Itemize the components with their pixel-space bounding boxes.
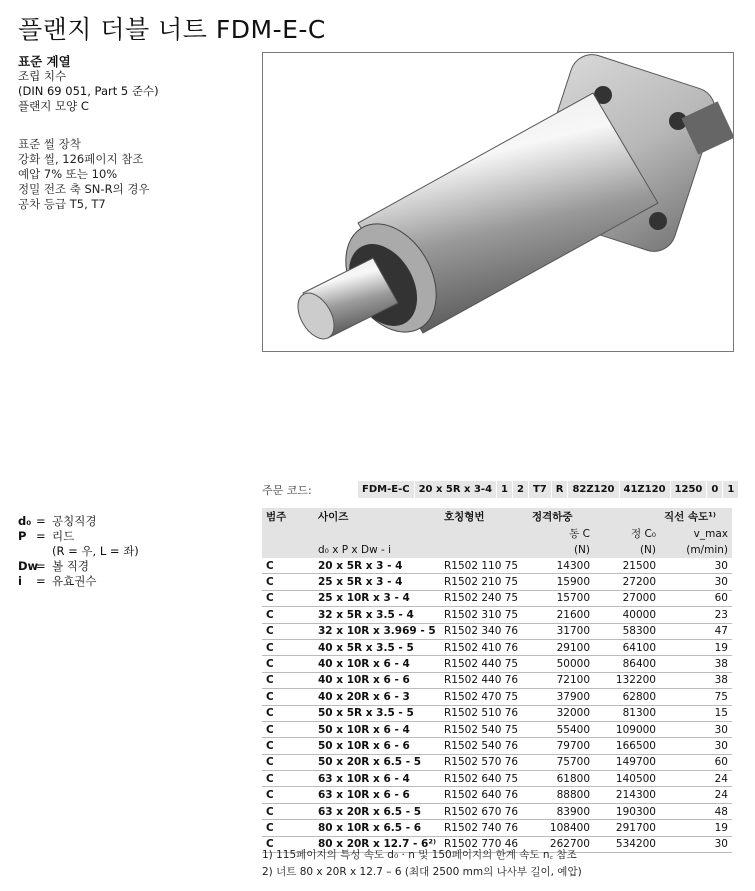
table-cell: 38 [660, 656, 732, 672]
table-row [262, 738, 732, 754]
table-cell: R1502 770 46 [440, 836, 528, 852]
table-cell: R1502 470 75 [440, 689, 528, 705]
col-header [594, 508, 660, 525]
order-code-part: 2 [513, 481, 529, 498]
table-cell: 21600 [528, 607, 594, 623]
legend-row: i = 유효권수 [18, 574, 97, 588]
table-cell: 19 [660, 639, 732, 655]
table-cell: C [262, 590, 314, 606]
col-header: 직선 속도¹⁾ [660, 508, 732, 525]
legend-row: d₀ = 공칭직경 [18, 514, 97, 528]
order-code-cells [358, 481, 739, 498]
order-code-part: R [552, 481, 569, 498]
table-cell: 24 [660, 787, 732, 803]
table-cell: 15900 [528, 574, 594, 590]
table-cell: 58300 [594, 623, 660, 639]
table-cell: 37900 [528, 689, 594, 705]
col-header: 정격하중 [528, 508, 594, 525]
sub-header: 정 C₀ [594, 525, 660, 542]
table-cell: 63 x 10R x 6 - 6 [314, 787, 440, 803]
table-cell: C [262, 738, 314, 754]
table-cell: C [262, 771, 314, 787]
table-cell: 30 [660, 574, 732, 590]
table-cell: C [262, 754, 314, 770]
table-cell: R1502 440 75 [440, 656, 528, 672]
table-cell: R1502 570 76 [440, 754, 528, 770]
table-cell: 88800 [528, 787, 594, 803]
sub-header: (m/min) [660, 542, 732, 558]
table-cell: C [262, 574, 314, 590]
feature-item: 정밀 전조 축 SN-R의 경우 [18, 182, 150, 196]
table-cell: 80 x 10R x 6.5 - 6 [314, 820, 440, 836]
order-code-part: 1 [497, 481, 513, 498]
table-cell: 25 x 10R x 3 - 4 [314, 590, 440, 606]
table-cell: R1502 110 75 [440, 558, 528, 574]
table-row [262, 705, 732, 721]
series-line: (DIN 69 051, Part 5 준수) [18, 84, 159, 98]
col-header: 사이즈 [314, 508, 440, 525]
table-cell: 75700 [528, 754, 594, 770]
sub-header: (N) [594, 542, 660, 558]
table-cell: R1502 410 76 [440, 639, 528, 655]
table-row [262, 558, 732, 574]
table-cell: 40 x 20R x 6 - 3 [314, 689, 440, 705]
table-cell: 83900 [528, 803, 594, 819]
table-cell: 109000 [594, 721, 660, 737]
table-cell: 32 x 10R x 3.969 - 5 [314, 623, 440, 639]
table-row [262, 574, 732, 590]
page-title: 플랜지 더블 너트 FDM-E-C [18, 15, 326, 44]
table-cell: C [262, 656, 314, 672]
table-cell: 166500 [594, 738, 660, 754]
table-cell: 27000 [594, 590, 660, 606]
table-row [262, 607, 732, 623]
table-cell: C [262, 820, 314, 836]
table-cell: C [262, 705, 314, 721]
table-cell: 48 [660, 803, 732, 819]
table-cell: 61800 [528, 771, 594, 787]
order-code-part: 1250 [671, 481, 708, 498]
table-cell: 50 x 10R x 6 - 4 [314, 721, 440, 737]
legend-row: (R = 우, L = 좌) [52, 544, 139, 558]
spec-table [262, 508, 732, 853]
table-cell: 262700 [528, 836, 594, 852]
table-cell: C [262, 836, 314, 852]
sub-header: v_max [660, 525, 732, 542]
table-cell: 25 x 5R x 3 - 4 [314, 574, 440, 590]
table-cell: 24 [660, 771, 732, 787]
table-cell: R1502 540 76 [440, 738, 528, 754]
table-cell: 291700 [594, 820, 660, 836]
feature-item: 공차 등급 T5, T7 [18, 197, 106, 211]
order-code-part: T7 [529, 481, 552, 498]
order-code-label: 주문 코드: [262, 483, 312, 497]
table-cell: 132200 [594, 672, 660, 688]
table-cell: 15 [660, 705, 732, 721]
table-cell: 72100 [528, 672, 594, 688]
table-cell: 40 x 10R x 6 - 4 [314, 656, 440, 672]
table-cell: R1502 640 75 [440, 771, 528, 787]
table-row [262, 803, 732, 819]
table-cell: 23 [660, 607, 732, 623]
ball-screw-nut-illustration [263, 53, 733, 351]
table-cell: R1502 210 75 [440, 574, 528, 590]
table-cell: 19 [660, 820, 732, 836]
table-cell: 40 x 5R x 3.5 - 5 [314, 639, 440, 655]
table-cell: 149700 [594, 754, 660, 770]
legend-row: Dw = 볼 직경 [18, 559, 89, 573]
table-cell: 140500 [594, 771, 660, 787]
table-cell: 27200 [594, 574, 660, 590]
table-cell: R1502 640 76 [440, 787, 528, 803]
table-row [262, 787, 732, 803]
order-code-part: 82Z120 [568, 481, 619, 498]
table-cell: 55400 [528, 721, 594, 737]
order-code [262, 481, 739, 498]
table-cell: C [262, 672, 314, 688]
order-code-part: 0 [707, 481, 723, 498]
table-cell: 60 [660, 754, 732, 770]
table-cell: R1502 240 75 [440, 590, 528, 606]
table-cell: 75 [660, 689, 732, 705]
table-cell: R1502 740 76 [440, 820, 528, 836]
table-row [262, 623, 732, 639]
table-row [262, 721, 732, 737]
legend-row: P = 리드 [18, 529, 75, 543]
order-code-part: 1 [723, 481, 739, 498]
table-row [262, 820, 732, 836]
table-cell: 62800 [594, 689, 660, 705]
table-cell: 38 [660, 672, 732, 688]
table-cell: C [262, 787, 314, 803]
table-cell: C [262, 623, 314, 639]
series-info [18, 54, 159, 114]
sub-header: d₀ x P x Dw - i [314, 542, 440, 558]
table-cell: 32000 [528, 705, 594, 721]
feature-item: 예압 7% 또는 10% [18, 167, 118, 181]
table-cell: 30 [660, 738, 732, 754]
table-cell: 31700 [528, 623, 594, 639]
table-cell: 80 x 20R x 12.7 - 6²⁾ [314, 836, 440, 852]
table-cell: C [262, 803, 314, 819]
table-cell: 50 x 10R x 6 - 6 [314, 738, 440, 754]
table-cell: C [262, 721, 314, 737]
table-cell: 63 x 20R x 6.5 - 5 [314, 803, 440, 819]
table-cell: R1502 440 76 [440, 672, 528, 688]
table-row [262, 639, 732, 655]
table-cell: 29100 [528, 639, 594, 655]
table-cell: R1502 510 76 [440, 705, 528, 721]
col-header: 호칭형번 [440, 508, 528, 525]
order-code-part: 41Z120 [620, 481, 671, 498]
table-cell: 47 [660, 623, 732, 639]
table-cell: C [262, 607, 314, 623]
table-cell: 63 x 10R x 6 - 4 [314, 771, 440, 787]
table-cell: 20 x 5R x 3 - 4 [314, 558, 440, 574]
table-cell: 214300 [594, 787, 660, 803]
sub-header: (N) [528, 542, 594, 558]
table-cell: 50000 [528, 656, 594, 672]
table-row [262, 754, 732, 770]
table-cell: 79700 [528, 738, 594, 754]
table-cell: C [262, 639, 314, 655]
order-code-part: FDM-E-C [358, 481, 415, 498]
table-cell: 21500 [594, 558, 660, 574]
table-cell: R1502 340 76 [440, 623, 528, 639]
feature-item: 강화 씰, 126페이지 참조 [18, 152, 144, 166]
symbol-legend [18, 514, 139, 589]
table-cell: 108400 [528, 820, 594, 836]
table-cell: 30 [660, 558, 732, 574]
feature-item: 표준 씰 장착 [18, 137, 81, 151]
table-cell: 40 x 10R x 6 - 6 [314, 672, 440, 688]
order-code-part: 20 x 5R x 3-4 [415, 481, 497, 498]
table-cell: 40000 [594, 607, 660, 623]
table-row [262, 771, 732, 787]
table-cell: 81300 [594, 705, 660, 721]
table-cell: 190300 [594, 803, 660, 819]
table-cell: 30 [660, 721, 732, 737]
table-cell: R1502 540 75 [440, 721, 528, 737]
col-header: 범주 [262, 508, 314, 525]
table-cell: 15700 [528, 590, 594, 606]
table-cell: 30 [660, 836, 732, 852]
table-row [262, 656, 732, 672]
series-heading: 표준 계열 [18, 54, 71, 69]
series-line: 조립 치수 [18, 69, 67, 83]
series-line: 플랜지 모양 C [18, 99, 89, 113]
table-cell: 14300 [528, 558, 594, 574]
table-cell: 534200 [594, 836, 660, 852]
table-cell: C [262, 558, 314, 574]
table-cell: R1502 310 75 [440, 607, 528, 623]
table-cell: 32 x 5R x 3.5 - 4 [314, 607, 440, 623]
footnote: 1) 115페이지의 특성 속도 d₀ · n 및 150페이지의 한계 속도 n꜀ 참조 [262, 849, 577, 861]
product-photo [262, 52, 734, 352]
footnote: 2) 너트 80 x 20R x 12.7 – 6 (최대 2500 mm의 나사부 길이, 예압) [262, 866, 582, 878]
table-cell: 50 x 20R x 6.5 - 5 [314, 754, 440, 770]
table-row [262, 672, 732, 688]
table-cell: 60 [660, 590, 732, 606]
sub-header: 동 C [528, 525, 594, 542]
table-row [262, 590, 732, 606]
table-row [262, 689, 732, 705]
table-cell: C [262, 689, 314, 705]
footnotes [262, 847, 582, 881]
table-cell: 64100 [594, 639, 660, 655]
table-cell: R1502 670 76 [440, 803, 528, 819]
feature-list [18, 137, 150, 212]
table-cell: 86400 [594, 656, 660, 672]
table-cell: 50 x 5R x 3.5 - 5 [314, 705, 440, 721]
